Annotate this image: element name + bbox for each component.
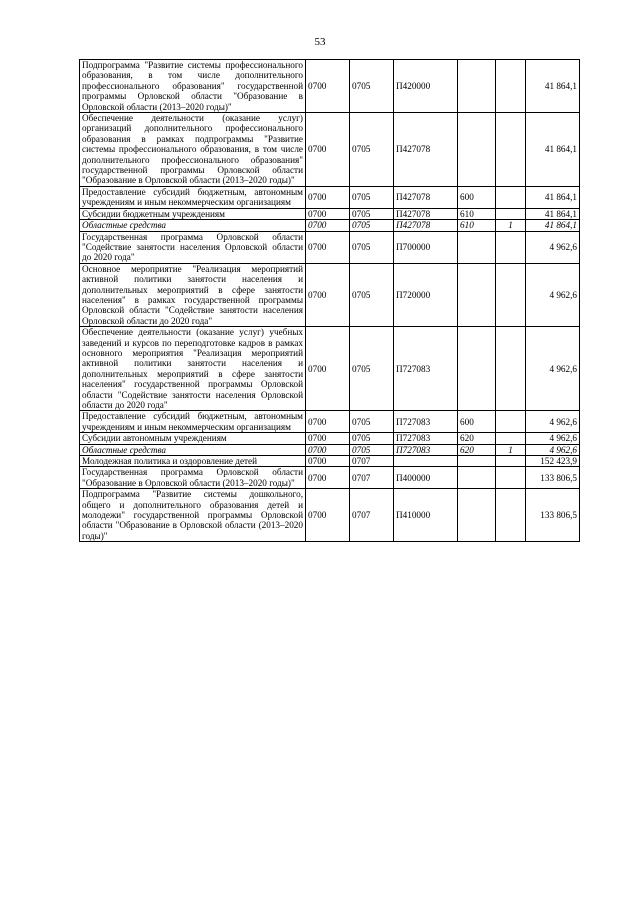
target-article: П420000 xyxy=(394,60,458,113)
name-cell: Субсидии бюджетным учреждениям xyxy=(80,208,306,219)
section-code: 0700 xyxy=(306,220,350,231)
amount-cell: 4 962,6 xyxy=(526,231,580,263)
amount-cell: 41 864,1 xyxy=(526,186,580,208)
target-article: П727083 xyxy=(394,411,458,433)
section-code: 0700 xyxy=(306,444,350,455)
funding-source xyxy=(496,113,526,187)
target-article: П427078 xyxy=(394,186,458,208)
table-row xyxy=(80,444,580,455)
funding-source xyxy=(496,489,526,542)
subsection-code: 0707 xyxy=(350,456,394,467)
amount-cell: 133 806,5 xyxy=(526,467,580,489)
section-code: 0700 xyxy=(306,231,350,263)
amount-cell: 4 962,6 xyxy=(526,327,580,411)
target-article: П427078 xyxy=(394,220,458,231)
amount-cell: 133 806,5 xyxy=(526,489,580,542)
funding-source: 1 xyxy=(496,444,526,455)
section-code: 0700 xyxy=(306,467,350,489)
name-cell: Подпрограмма "Развитие системы профессионального образования, в том числе дополнительного профессионального образования" государственной программы Орловской области "Образование в Орловской области (2013–2020 годы)" xyxy=(80,60,306,113)
subsection-code: 0705 xyxy=(350,327,394,411)
expense-type xyxy=(458,113,496,187)
expense-type xyxy=(458,60,496,113)
table-row xyxy=(80,327,580,411)
amount-cell: 41 864,1 xyxy=(526,220,580,231)
target-article: П720000 xyxy=(394,263,458,326)
funding-source xyxy=(496,208,526,219)
budget-table xyxy=(79,59,580,542)
amount-cell: 41 864,1 xyxy=(526,208,580,219)
name-cell: Обеспечение деятельности (оказание услуг) организаций дополнительного профессионального образования в рамках подпрограммы "Развитие системы профессионального образования, в том числе дополнительного профессионального образования" государственной программы Орловской области "Образование в Орловской области (2013–2020 годы)" xyxy=(80,113,306,187)
table-row xyxy=(80,467,580,489)
expense-type xyxy=(458,263,496,326)
table-row xyxy=(80,489,580,542)
target-article: П727083 xyxy=(394,433,458,444)
table-row xyxy=(80,433,580,444)
section-code: 0700 xyxy=(306,327,350,411)
name-cell: Субсидии автономным учреждениям xyxy=(80,433,306,444)
table-row xyxy=(80,456,580,467)
section-code: 0700 xyxy=(306,208,350,219)
funding-source xyxy=(496,467,526,489)
amount-cell: 4 962,6 xyxy=(526,444,580,455)
table-row xyxy=(80,411,580,433)
target-article: П410000 xyxy=(394,489,458,542)
section-code: 0700 xyxy=(306,489,350,542)
name-cell: Подпрограмма "Развитие системы дошкольного, общего и дополнительного образования детей и молодежи" государственной программы Орловской области "Образование в Орловской области (2013–2020 годы)" xyxy=(80,489,306,542)
funding-source xyxy=(496,231,526,263)
section-code: 0700 xyxy=(306,263,350,326)
section-code: 0700 xyxy=(306,60,350,113)
expense-type xyxy=(458,327,496,411)
target-article: П700000 xyxy=(394,231,458,263)
funding-source xyxy=(496,186,526,208)
expense-type xyxy=(458,231,496,263)
subsection-code: 0705 xyxy=(350,263,394,326)
name-cell: Государственная программа Орловской области "Образование в Орловской области (2013–2020 годы)" xyxy=(80,467,306,489)
table-row xyxy=(80,263,580,326)
amount-cell: 4 962,6 xyxy=(526,433,580,444)
funding-source xyxy=(496,456,526,467)
subsection-code: 0705 xyxy=(350,220,394,231)
name-cell: Предоставление субсидий бюджетным, автономным учреждениям и иным некоммерческим организациям xyxy=(80,186,306,208)
name-cell: Обеспечение деятельности (оказание услуг) учебных заведений и курсов по переподготовке кадров в рамках основного мероприятия "Реализация мероприятий активной политики занятости населения и дополнительных мероприятий в сфере занятости населения" государственной программы Орловской области "Содействие занятости населения Орловской области до 2020 года" xyxy=(80,327,306,411)
expense-type xyxy=(458,467,496,489)
funding-source: 1 xyxy=(496,220,526,231)
subsection-code: 0705 xyxy=(350,60,394,113)
table-row xyxy=(80,113,580,187)
amount-cell: 152 423,9 xyxy=(526,456,580,467)
amount-cell: 4 962,6 xyxy=(526,411,580,433)
section-code: 0700 xyxy=(306,433,350,444)
expense-type: 610 xyxy=(458,220,496,231)
target-article xyxy=(394,456,458,467)
name-cell: Предоставление субсидий бюджетным, автономным учреждениям и иным некоммерческим организациям xyxy=(80,411,306,433)
target-article: П727083 xyxy=(394,327,458,411)
section-code: 0700 xyxy=(306,113,350,187)
target-article: П400000 xyxy=(394,467,458,489)
target-article: П727083 xyxy=(394,444,458,455)
expense-type xyxy=(458,489,496,542)
target-article: П427078 xyxy=(394,113,458,187)
name-cell: Областные средства xyxy=(80,444,306,455)
funding-source xyxy=(496,60,526,113)
subsection-code: 0705 xyxy=(350,444,394,455)
subsection-code: 0705 xyxy=(350,411,394,433)
subsection-code: 0705 xyxy=(350,433,394,444)
amount-cell: 41 864,1 xyxy=(526,113,580,187)
section-code: 0700 xyxy=(306,456,350,467)
subsection-code: 0705 xyxy=(350,231,394,263)
table-row xyxy=(80,60,580,113)
funding-source xyxy=(496,327,526,411)
expense-type: 620 xyxy=(458,444,496,455)
funding-source xyxy=(496,411,526,433)
name-cell: Молодежная политика и оздоровление детей xyxy=(80,456,306,467)
target-article: П427078 xyxy=(394,208,458,219)
section-code: 0700 xyxy=(306,411,350,433)
subsection-code: 0705 xyxy=(350,208,394,219)
expense-type: 620 xyxy=(458,433,496,444)
subsection-code: 0707 xyxy=(350,489,394,542)
subsection-code: 0705 xyxy=(350,186,394,208)
section-code: 0700 xyxy=(306,186,350,208)
amount-cell: 4 962,6 xyxy=(526,263,580,326)
subsection-code: 0705 xyxy=(350,113,394,187)
subsection-code: 0707 xyxy=(350,467,394,489)
expense-type: 600 xyxy=(458,411,496,433)
expense-type: 610 xyxy=(458,208,496,219)
expense-type: 600 xyxy=(458,186,496,208)
funding-source xyxy=(496,263,526,326)
funding-source xyxy=(496,433,526,444)
name-cell: Государственная программа Орловской области "Содействие занятости населения Орловской области до 2020 года" xyxy=(80,231,306,263)
name-cell: Основное мероприятие "Реализация мероприятий активной политики занятости населения и дополнительных мероприятий в сфере занятости населения" в рамках государственной программы Орловской области "Содействие занятости населения Орловской области до 2020 года" xyxy=(80,263,306,326)
table-row xyxy=(80,208,580,219)
table-row xyxy=(80,231,580,263)
table-row xyxy=(80,220,580,231)
name-cell: Областные средства xyxy=(80,220,306,231)
table-row xyxy=(80,186,580,208)
page-number: 53 xyxy=(314,36,326,48)
amount-cell: 41 864,1 xyxy=(526,60,580,113)
expense-type xyxy=(458,456,496,467)
